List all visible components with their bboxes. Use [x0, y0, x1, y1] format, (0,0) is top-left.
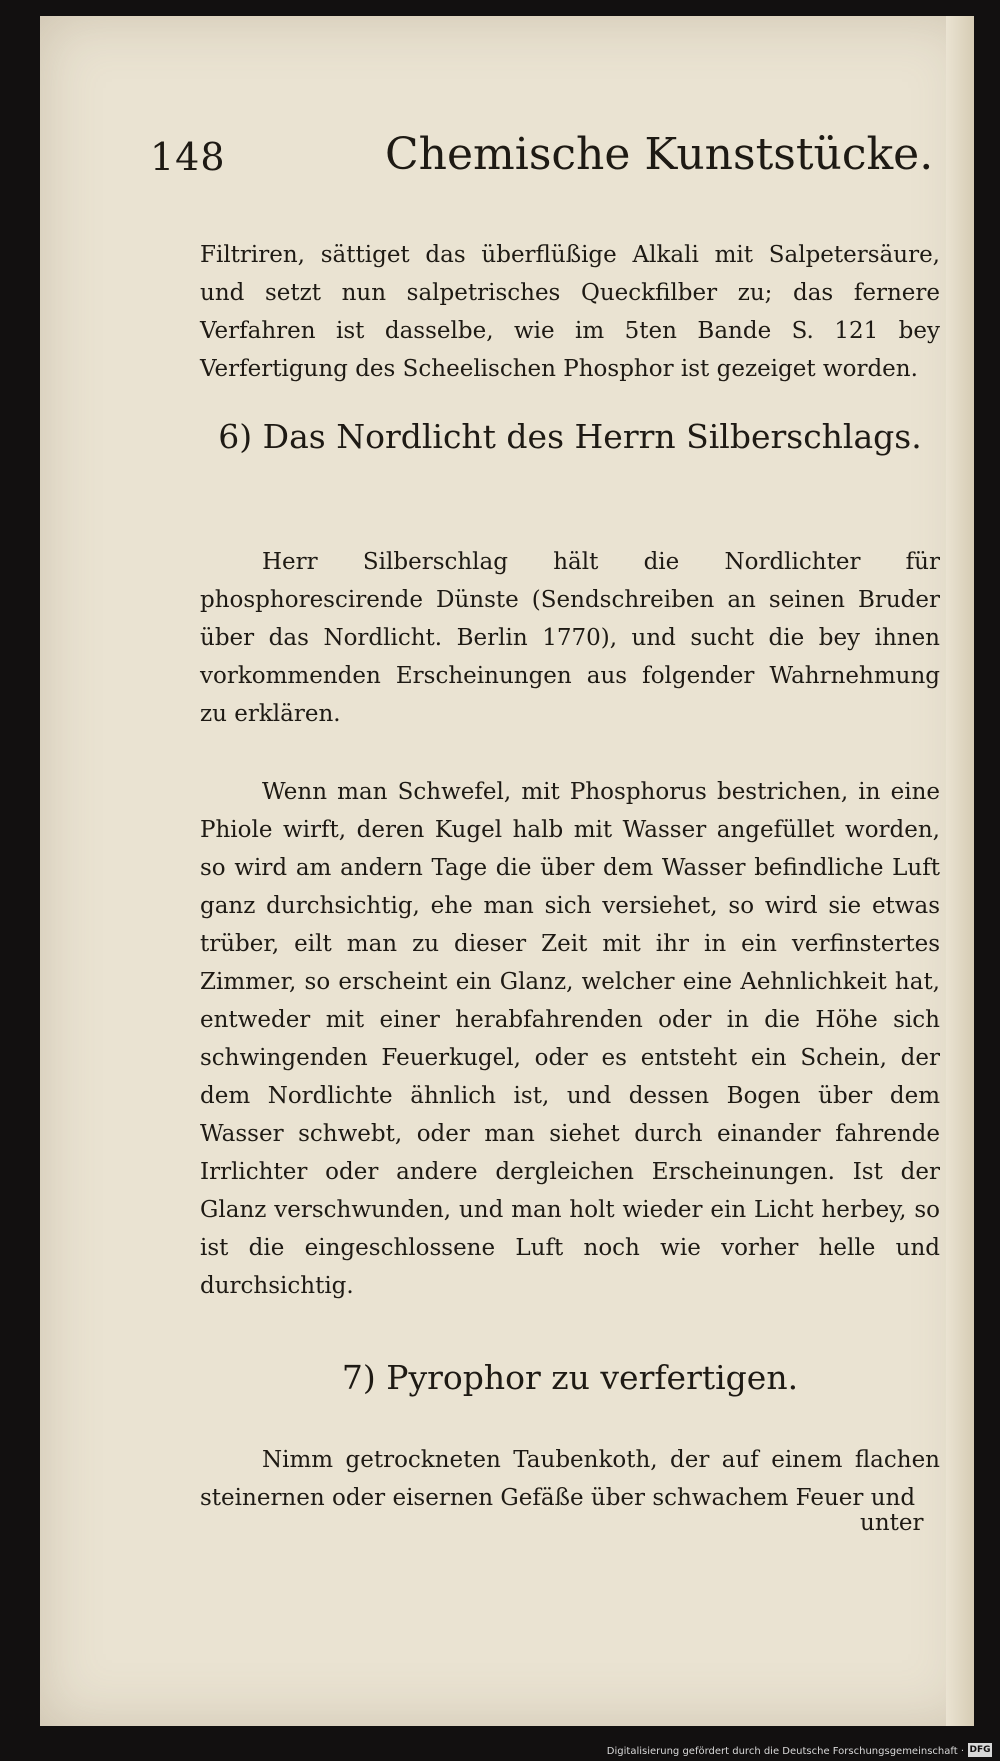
page-number: 148: [150, 135, 226, 179]
page-edge: [946, 16, 974, 1726]
funding-note: Digitalisierung gefördert durch die Deutsche Forschungsgemeinschaft ·: [606, 1746, 964, 1757]
dfg-logo: DFG: [969, 1745, 991, 1755]
footer-bar: [0, 1735, 1000, 1761]
running-title: Chemische Kunststücke.: [385, 129, 934, 180]
section-heading-7: 7) Pyrophor zu verfertigen.: [341, 1358, 799, 1397]
page-header: [150, 129, 950, 195]
section-heading-6: 6) Das Nordlicht des Herrn Silberschlags.: [218, 417, 922, 456]
paragraph-continued: Filtriren, sättiget das überflüßige Alkali mit Salpetersäure, und setzt nun salpetrisches Queckfilber zu; das fernere Verfahren ist dasselbe, wie im 5ten Bande S. 121 bey Verfertigung des Scheelischen Phosphor ist gezeiget worden.: [200, 242, 940, 382]
paragraph-silberschlag: Herr Silberschlag hält die Nordlichter für phosphorescirende Dünste (Sendschreiben an seinen Bruder über das Nordlicht. Berlin 1770), und sucht die bey ihnen vorkommenden Erscheinungen aus folgender Wahrnehmung zu erklären.: [200, 549, 940, 727]
catchword: unter: [860, 1510, 924, 1536]
paragraph-experiment: Wenn man Schwefel, mit Phosphorus bestrichen, in eine Phiole wirft, deren Kugel halb mit Wasser angefüllet worden, so wird am andern Tage die über dem Wasser befindliche Luft ganz durchsichtig, ehe man sich versiehet, so wird sie etwas trüber, eilt man zu dieser Zeit mit ihr in ein verfinstertes Zimmer, so erscheint ein Glanz, welcher eine Aehnlichkeit hat, entweder mit einer herabfahrenden oder in die Höhe sich schwingenden Feuerkugel, oder es entsteht ein Schein, der dem Nordlichte ähnlich ist, und dessen Bogen über dem Wasser schwebt, oder man siehet durch einander fahrende Irrlichter oder andere dergleichen Erscheinungen. Ist der Glanz verschwunden, und man holt wieder ein Licht herbey, so ist die eingeschlossene Luft noch wie vorher helle und durchsichtig.: [200, 779, 940, 1299]
paragraph-pyrophor: Nimm getrockneten Taubenkoth, der auf einem flachen steinernen oder eisernen Gefäße über schwachem Feuer und: [200, 1447, 940, 1511]
